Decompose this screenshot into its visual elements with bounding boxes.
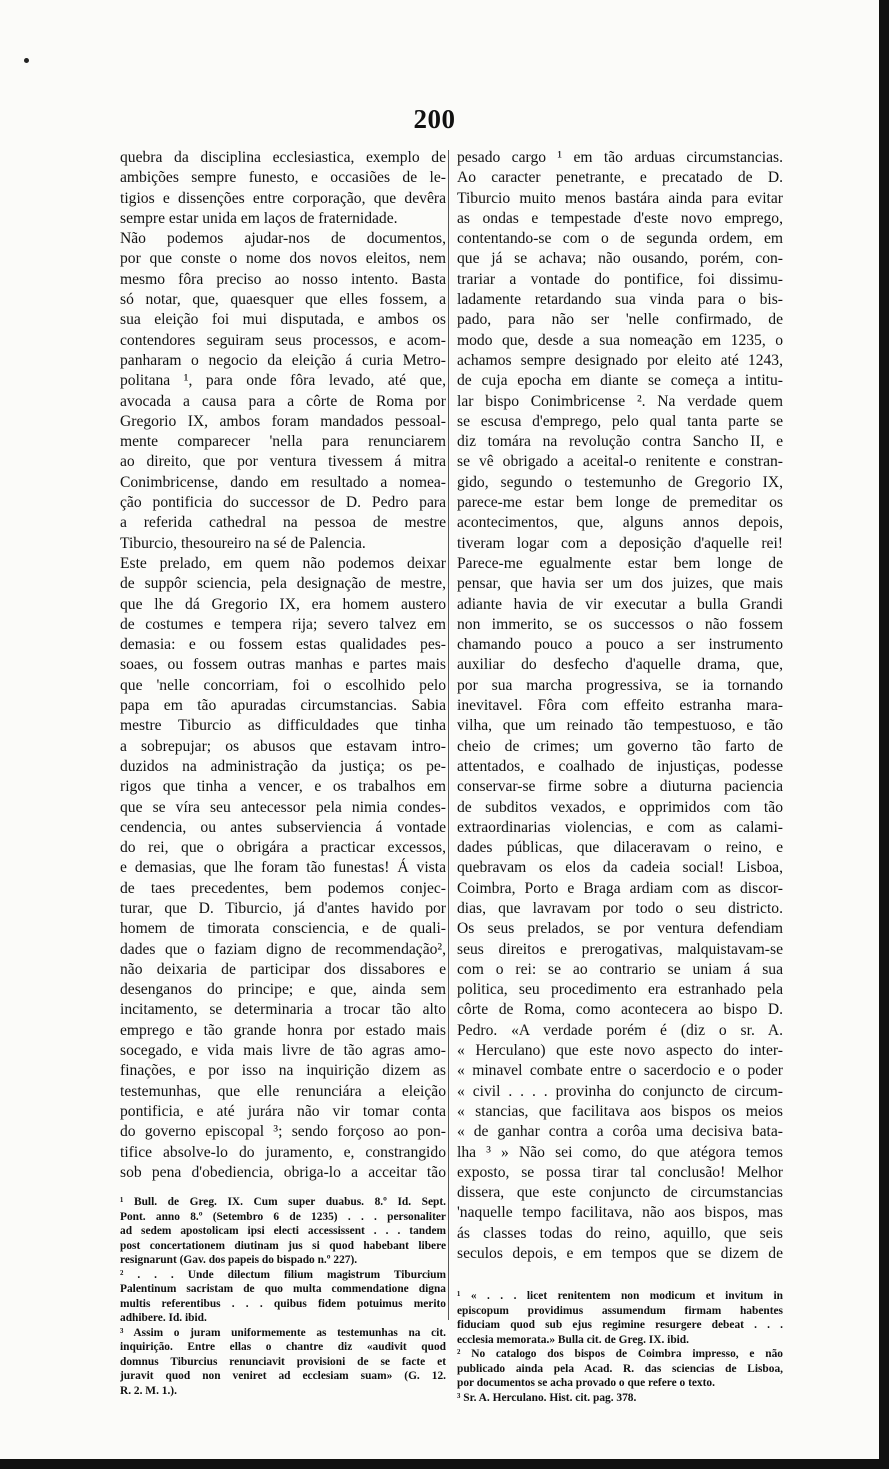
text-line: dissera, que este conjuncto de circumstancias	[457, 1184, 783, 1202]
text-line: pontificia, e até jurára não vir tomar conta	[120, 1102, 446, 1120]
text-line: ção pontificia do successor de D. Pedro para	[120, 494, 446, 512]
footnote-line: adhibere. Id. ibid.	[120, 1312, 207, 1325]
text-line: Este prelado, em quem não podemos deixar	[120, 554, 446, 572]
text-line: de costumes e tempera rija; severo talvez em	[120, 615, 446, 633]
footnote-line: Palentinum sacristam de quo multa commendatione digna	[120, 1283, 446, 1296]
text-line: « Herculano) que este novo aspecto do inter-	[457, 1042, 783, 1060]
text-line: lha ³ » Não sei como, do que atégora temos	[457, 1143, 783, 1161]
text-line: acontecimentos, que, alguns annos depois,	[457, 514, 783, 532]
text-line: do rei, que o obrigára a practicar excessos,	[120, 839, 446, 857]
footnote-line: domnus Tiburcius renunciavit provisioni de se facte et	[120, 1355, 446, 1368]
text-line: auxiliar do desfecho d'aquelle drama, que,	[457, 656, 783, 674]
text-line: avocada a causa para a côrte de Roma por	[120, 392, 446, 410]
footnote-line: episcopum providimus assumendum firmam habentes	[457, 1304, 783, 1317]
text-line: homem de timorata consciencia, e de quali-	[120, 920, 446, 938]
text-line: seculos depois, e em tempos que se dizem de	[457, 1245, 783, 1263]
footnote-line: R. 2. M. 1.).	[120, 1384, 177, 1397]
text-line: não deixaria de participar dos dissabores e	[120, 960, 446, 978]
text-line: Ao caracter penetrante, e precatado de D.	[457, 169, 783, 187]
text-line: se escusa d'emprego, pelo qual tanta parte se	[457, 412, 783, 430]
text-line: ao direito, que por ventura tivessem á mitra	[120, 453, 446, 471]
text-line: Gregorio IX, ambos foram mandados pessoal-	[120, 412, 446, 430]
column-divider	[448, 150, 449, 1320]
text-line: tifice absolve-lo do juramento, e, constrangido	[120, 1143, 446, 1161]
text-line: pado, para não ser 'nelle confirmado, de	[457, 311, 783, 329]
text-line: de suppôr sciencia, pela designação de mestre,	[120, 575, 446, 593]
text-line: rigos que tinha a vencer, e os trabalhos em	[120, 778, 446, 796]
footnote-line: post concertationem diutinam jus si quod habebant libere	[120, 1239, 446, 1252]
page-number: 200	[413, 104, 456, 134]
text-line: politana ¹, para onde fôra levado, até que,	[120, 372, 446, 390]
text-line: sua eleição foi mui disputada, e ambos os	[120, 311, 446, 329]
text-line: dades que o faziam digno de recommendação²,	[120, 940, 446, 958]
footnote-line: Pont. anno 8.º (Setembro 6 de 1235) . . . personaliter	[120, 1210, 446, 1223]
text-line: conservar-se firme sobre a diuturna paciencia	[457, 778, 783, 796]
text-line: ambições sempre funesto, e occasiões de le-	[120, 169, 446, 187]
left-column-footnotes	[120, 1195, 446, 1398]
text-line: que lhe dá Gregorio IX, era homem austero	[120, 595, 446, 613]
text-line: quebra da disciplina ecclesiastica, exemplo de	[120, 149, 446, 166]
text-line: incitamento, se determinaria a trocar tão alto	[120, 1001, 446, 1019]
right-column-footnotes	[457, 1289, 783, 1405]
text-line: seus direitos e prerogativas, malquistavam-se	[457, 940, 783, 958]
footnote-line: ¹ Bull. de Greg. IX. Cum super duabus. 8.º Id. Sept.	[120, 1196, 446, 1209]
text-line: trariar a vontade do pontifice, foi dissimu-	[457, 270, 783, 288]
text-line: « stancias, que facilitava aos bispos os meios	[457, 1102, 783, 1120]
text-line: quebravam os elos da cadeia social! Lisboa,	[457, 859, 783, 877]
footnote-line: resignarunt (Gav. dos papeis do bispado n.º 227).	[120, 1254, 358, 1267]
text-line: ladamente retardando sua vinda para o bis-	[457, 291, 783, 309]
text-line: diz tomára na revolução contra Sancho II, e	[457, 433, 783, 451]
text-line: Parece-me egualmente estar bem longe de	[457, 554, 783, 572]
text-line: as ondas e tempestade d'este novo emprego,	[457, 209, 783, 227]
text-line: « civil . . . . provinha do conjuncto de circum-	[457, 1082, 783, 1100]
text-line: panharam o negocio da eleição á curia Metro-	[120, 351, 446, 369]
text-line: com o rei: se ao contrario se uniam á sua	[457, 960, 783, 978]
footnote-line: por documentos se acha provado o que refere o texto.	[457, 1377, 715, 1390]
text-line: parece-me estar bem longe de premeditar os	[457, 494, 783, 512]
text-line: que se víra seu antecessor pela nimia condes-	[120, 798, 446, 816]
text-line: turar, que D. Tiburcio, já d'antes havido por	[120, 899, 446, 917]
right-column	[457, 148, 783, 1405]
text-line: lar bispo Conimbricense ². Na verdade quem	[457, 392, 783, 410]
footnote-line: publicado ainda pela Acad. R. das sciencias de Lisboa,	[457, 1362, 783, 1375]
text-line: do governo episcopal ³; sendo forçoso ao pon-	[120, 1123, 446, 1141]
text-line: modo que, desde a sua nomeação em 1235, o	[457, 331, 783, 349]
text-line: inevitavel. Fôra com effeito estranha mara-	[457, 697, 783, 715]
text-line: côrte de Roma, como acontecera ao bispo D.	[457, 1001, 783, 1019]
text-line: contendores seguiram seus processos, e acom-	[120, 331, 446, 349]
text-line: Não podemos ajudar-nos de documentos,	[120, 230, 446, 248]
footnote-line: ³ Sr. A. Herculano. Hist. cit. pag. 378.	[457, 1391, 637, 1404]
text-line: pensar, que havia ser um dos juizes, que mais	[457, 575, 783, 593]
text-line: politica, seu procedimento era estranhado pela	[457, 981, 783, 999]
text-line: 'naquelle tempo facilitava, não aos bispos, mas	[457, 1204, 783, 1222]
text-line: contentando-se com o de segunda ordem, em	[457, 230, 783, 248]
text-line: chamando pouco a pouco a ser instrumento	[457, 636, 783, 654]
ink-speck	[24, 58, 29, 63]
text-line: cheio de crimes; um governo tão farto de	[457, 737, 783, 755]
text-line: Conimbricense, dando em resultado a nomea-	[120, 473, 446, 491]
text-line: achamos sempre designado por eleito até 1243,	[457, 351, 783, 369]
footnote-line: ¹ « . . . licet renitentem non modicum et invitum in	[457, 1290, 783, 1303]
footnote-line: fiduciam quod sub ejus regimine resurgere debeat . . .	[457, 1319, 783, 1332]
text-line: adiante havia de vir executar a bulla Grandi	[457, 595, 783, 613]
text-line: non immerito, se os successos o não fossem	[457, 615, 783, 633]
footnote-line: ad sedem apostolicam ipsi electi accessissent . . . tandem	[120, 1225, 446, 1238]
text-line: de cuja epocha em diante se começa a intitu-	[457, 372, 783, 390]
footnote-line: juravit quod non veniret ad ecclesiam suam» (G. 12.	[120, 1370, 446, 1383]
text-line: mente comparecer 'nella para renunciarem	[120, 433, 446, 451]
text-line: ás classes todas do reino, aquillo, que seis	[457, 1224, 783, 1242]
text-line: de subditos vexados, e opprimidos com tão	[457, 798, 783, 816]
text-line: socegado, e vida mais livre de tão agras amo-	[120, 1042, 446, 1060]
text-line: que 'nelle concorriam, foi o escolhido pelo	[120, 676, 446, 694]
text-line: soaes, ou fossem outras manhas e partes mais	[120, 656, 446, 674]
text-line: sob pena d'obediencia, obriga-lo a acceitar tão	[120, 1163, 446, 1181]
text-line: por que conste o nome dos novos eleitos, nem	[120, 250, 446, 268]
text-line: de taes precedentes, bem podemos conjec-	[120, 879, 446, 897]
text-line: gido, segundo o testemunho de Gregorio IX,	[457, 473, 783, 491]
text-line: cendencia, ou antes subserviencia á vontade	[120, 818, 446, 836]
text-line: testemunhas, que elle renunciára a eleição	[120, 1082, 446, 1100]
text-line: mesmo fôra preciso ao nosso intento. Basta	[120, 270, 446, 288]
text-line: se vê obrigado a aceital-o renitente e constran-	[457, 453, 783, 471]
text-line: só notar, que, quaesquer que elles fossem, a	[120, 291, 446, 309]
text-line: attentados, e coalhado de injustiças, podesse	[457, 757, 783, 775]
footnote-line: ² . . . Unde dilectum filium magistrum Tiburcium	[120, 1268, 446, 1281]
text-line: exposto, se possa tirar tal conclusão! Melhor	[457, 1163, 783, 1181]
text-line: duzidos na administração da justiça; os pe-	[120, 757, 446, 775]
text-line: por sua marcha progressiva, se ia tornando	[457, 676, 783, 694]
text-line: finações, e por isso na inquirição dizem as	[120, 1062, 446, 1080]
text-line: desenganos do principe; e que, ainda sem	[120, 981, 446, 999]
text-line: tigios e dissenções entre corporação, que devêra	[120, 189, 446, 207]
left-column	[120, 148, 446, 1398]
text-line: dias, que lavravam por todo o seu districto.	[457, 899, 783, 917]
text-line: a referida cathedral na pessoa de mestre	[120, 514, 446, 532]
text-line: vilha, que um reinado tão tempestuoso, e tão	[457, 717, 783, 735]
text-line: tiveram logar com a deposição d'aquelle rei!	[457, 534, 783, 552]
text-line: Coimbra, Porto e Braga ardiam com as discor-	[457, 879, 783, 897]
footnote-line: ³ Assim o juram uniformemente as testemunhas na cit.	[120, 1326, 446, 1339]
footnote-line: ecclesia memorata.» Bulla cit. de Greg. IX. ibid.	[457, 1333, 689, 1346]
footnote-line: multis referentibus . . . quibus fidem potuimus merito	[120, 1297, 446, 1310]
text-line: papa em tão apuradas circumstancias. Sabia	[120, 697, 446, 715]
text-line: pesado cargo ¹ em tão arduas circumstancias.	[457, 149, 783, 166]
text-line: sempre estar unida em laços de fraternidade.	[120, 209, 398, 227]
footnote-line: ² No catalogo dos bispos de Coimbra impresso, e não	[457, 1348, 783, 1361]
left-column-body	[120, 148, 446, 1183]
text-line: « minavel combate entre o sacerdocio e o poder	[457, 1062, 783, 1080]
text-line: Tiburcio, thesoureiro na sé de Palencia.	[120, 534, 366, 552]
text-line: emprego e tão grande honra por estado mais	[120, 1021, 446, 1039]
text-line: dades públicas, que dilaceravam o reino, e	[457, 839, 783, 857]
right-column-body	[457, 148, 783, 1264]
text-line: e demasias, que lhe foram tão funestas! Á vista	[120, 859, 446, 877]
text-line: que já se achava; não ousando, porém, con-	[457, 250, 783, 268]
footnote-line: inquirição. Entre ellas o chantre diz «audivit quod	[120, 1341, 446, 1354]
text-line: Pedro. «A verdade porém é (diz o sr. A.	[457, 1021, 783, 1039]
text-line: a sobrepujar; os abusos que estavam intro-	[120, 737, 446, 755]
text-line: mestre Tiburcio as difficuldades que tinha	[120, 717, 446, 735]
text-line: Tiburcio muito menos bastára ainda para evitar	[457, 189, 783, 207]
text-line: Os seus prelados, se por ventura defendiam	[457, 920, 783, 938]
text-line: « de ganhar contra a corôa uma decisiva bata-	[457, 1123, 783, 1141]
text-line: demasia: e ou fossem estas qualidades pes-	[120, 636, 446, 654]
text-line: extraordinarias violencias, e com as calami-	[457, 818, 783, 836]
